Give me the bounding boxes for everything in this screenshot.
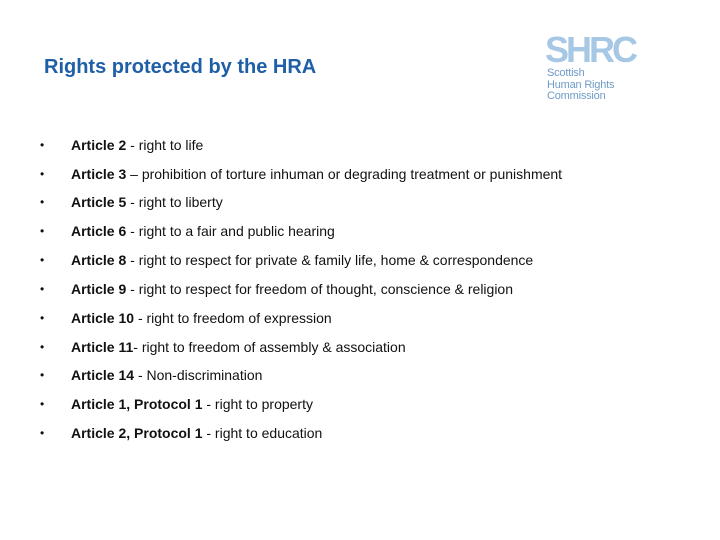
list-item — [0, 395, 720, 415]
right-description: - right to life — [130, 137, 204, 153]
article-label: Article 10 — [71, 310, 138, 326]
logo-line-3: Commission — [547, 90, 606, 102]
slide-title: Rights protected by the HRA — [44, 56, 317, 78]
list-item — [0, 222, 720, 242]
bullet-icon: • — [40, 167, 45, 181]
right-description: - Non-discrimination — [137, 367, 263, 383]
right-description: - right to respect for private & family life, home & correspondence — [130, 252, 534, 268]
list-item — [0, 165, 720, 185]
bullet-icon: • — [40, 426, 45, 440]
bullet-icon: • — [40, 340, 45, 354]
bullet-icon: • — [40, 368, 45, 382]
right-description: – prohibition of torture inhuman or degrading treatment or punishment — [130, 166, 563, 182]
list-item-text — [71, 366, 262, 384]
list-item — [0, 309, 720, 329]
list-item — [0, 251, 720, 271]
bullet-icon: • — [40, 138, 45, 152]
logo-mark: SHRC — [545, 29, 636, 70]
list-item — [0, 424, 720, 444]
right-description: - right to a fair and public hearing — [130, 223, 335, 239]
bullet-icon: • — [40, 253, 45, 267]
logo-line-2: Human Rights — [547, 78, 615, 91]
article-label: Article 3 — [71, 166, 131, 182]
logo-line-1: Scottish — [547, 67, 585, 79]
list-item-text — [71, 424, 322, 442]
right-description: - right to freedom of expression — [137, 310, 332, 326]
right-description: - right to education — [206, 425, 323, 441]
bullet-icon: • — [40, 397, 45, 411]
bullet-icon: • — [40, 224, 45, 238]
article-label: Article 5 — [71, 194, 131, 210]
list-item — [0, 366, 720, 386]
list-item-text — [71, 165, 562, 183]
article-label: Article 6 — [71, 223, 131, 239]
right-description: - right to liberty — [130, 194, 223, 210]
article-label: Article 11 — [71, 339, 134, 355]
list-item-text — [71, 222, 335, 240]
article-label: Article 8 — [71, 252, 131, 268]
list-item-text — [71, 309, 332, 327]
list-item-text — [71, 395, 313, 413]
right-description: - right to property — [206, 396, 313, 412]
list-item-text — [71, 193, 223, 211]
list-item — [0, 136, 720, 156]
article-label: Article 9 — [71, 281, 131, 297]
bullet-icon: • — [40, 282, 45, 296]
article-label: Article 1, Protocol 1 — [71, 396, 207, 412]
list-item — [0, 280, 720, 300]
list-item — [0, 338, 720, 358]
right-description: - right to respect for freedom of thought, conscience & religion — [130, 281, 514, 297]
article-label: Article 2, Protocol 1 — [71, 425, 207, 441]
list-item-text — [71, 251, 533, 269]
list-item-text — [71, 280, 513, 298]
list-item-text — [71, 136, 203, 154]
bullet-icon: • — [40, 195, 45, 209]
article-label: Article 2 — [71, 137, 131, 153]
article-label: Article 14 — [71, 367, 138, 383]
right-description: - right to freedom of assembly & association — [133, 339, 406, 355]
list-item — [0, 193, 720, 213]
bullet-icon: • — [40, 311, 45, 325]
list-item-text — [71, 338, 406, 356]
